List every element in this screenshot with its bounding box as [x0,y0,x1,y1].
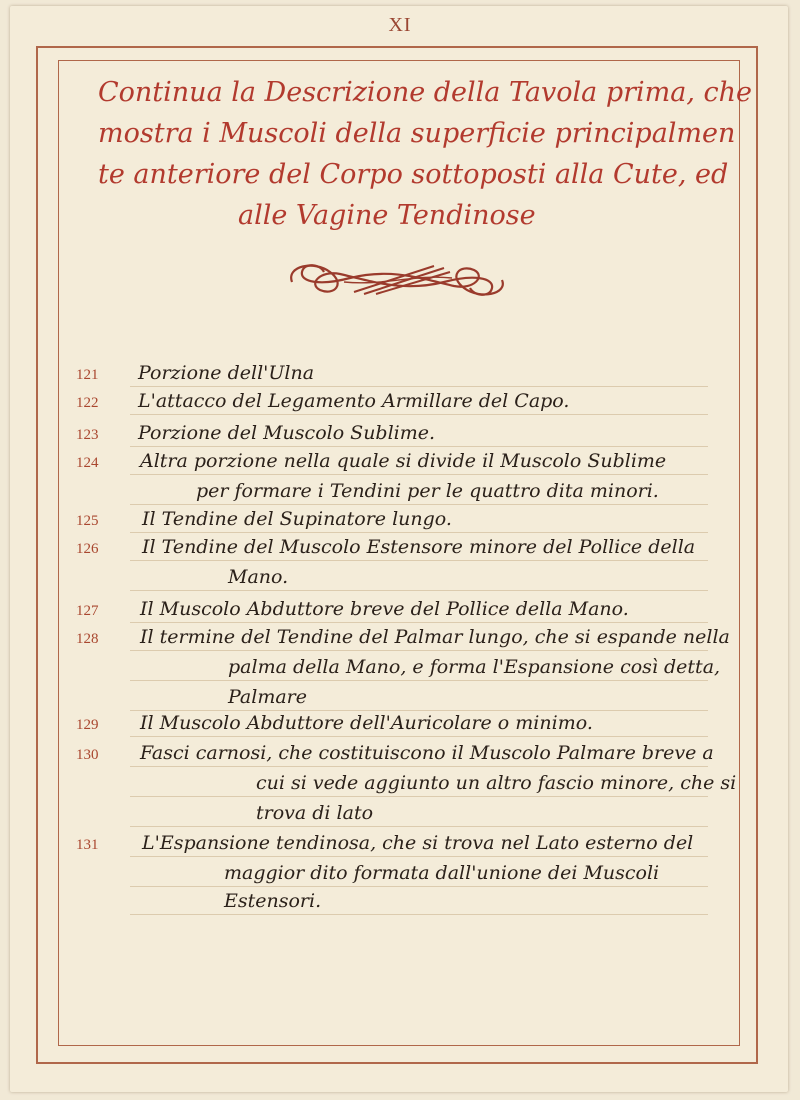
ruled-guide-line [130,446,708,447]
entry-text-line: Il Muscolo Abduttore breve del Pollice della Mano. [140,598,629,620]
title-line-1: Continua la Descrizione della Tavola prima, che [98,77,752,108]
entry-number: 127 [76,603,99,619]
entry-number: 125 [76,513,99,529]
entry-text-line: maggior dito formata dall'unione dei Muscoli [224,862,660,884]
entry-text-line: Il Tendine del Supinatore lungo. [142,508,452,530]
ruled-guide-line [130,766,708,767]
ruled-guide-line [130,736,708,737]
entry-text-line: palma della Mano, e forma l'Espansione così detta, [228,656,721,678]
entry-text-line: cui si vede aggiunto un altro fascio minore, che si [256,772,737,794]
ruled-guide-line [130,856,708,857]
ruled-guide-line [130,504,708,505]
entry-number: 126 [76,541,99,557]
entry-number: 122 [76,395,99,411]
entry-number: 121 [76,367,99,383]
entry-text-line: L'Espansione tendinosa, che si trova nel Lato esterno del [142,832,694,854]
entry-text-line: Estensori. [224,890,322,912]
ruled-guide-line [130,414,708,415]
entry-text-line: Porzione del Muscolo Sublime. [138,422,436,444]
ruled-guide-line [130,710,708,711]
ruled-guide-line [130,532,708,533]
entry-number: 130 [76,747,99,763]
entry-number: 123 [76,427,99,443]
ruled-guide-line [130,386,708,387]
entry-number: 128 [76,631,99,647]
title-line-4: alle Vagine Tendinose [238,200,536,231]
ruled-guide-line [130,474,708,475]
folio-number: XI [388,14,412,36]
entry-text-line: Porzione dell'Ulna [138,362,315,384]
entry-text-line: trova di lato [256,802,374,824]
ruled-guide-line [130,914,708,915]
ruled-guide-line [130,886,708,887]
entry-text-line: L'attacco del Legamento Armillare del Capo. [138,390,570,412]
title-line-3: te anteriore del Corpo sottoposti alla Cute, ed [98,159,729,190]
entry-number: 124 [76,455,99,471]
entry-text-line: Fasci carnosi, che costituiscono il Muscolo Palmare breve a [140,742,714,764]
entry-text-line: Il Tendine del Muscolo Estensore minore del Pollice della [142,536,696,558]
entry-number: 131 [76,837,99,853]
entry-text-line: Il termine del Tendine del Palmar lungo, che si espande nella [140,626,730,648]
ruled-guide-line [130,560,708,561]
entry-number: 129 [76,717,99,733]
entry-text-line: Il Muscolo Abduttore dell'Auricolare o minimo. [140,712,593,734]
ruled-guide-line [130,650,708,651]
ruled-guide-line [130,826,708,827]
ruled-guide-line [130,680,708,681]
ruled-guide-line [130,590,708,591]
ruled-guide-line [130,622,708,623]
ruled-guide-line [130,796,708,797]
entry-text-line: Mano. [228,566,289,588]
entry-text-line: per formare i Tendini per le quattro dita minori. [196,480,659,502]
entry-text-line: Palmare [228,686,308,708]
title-line-2: mostra i Muscoli della superficie principalmen [98,118,736,149]
entry-text-line: Altra porzione nella quale si divide il Muscolo Sublime [140,450,667,472]
